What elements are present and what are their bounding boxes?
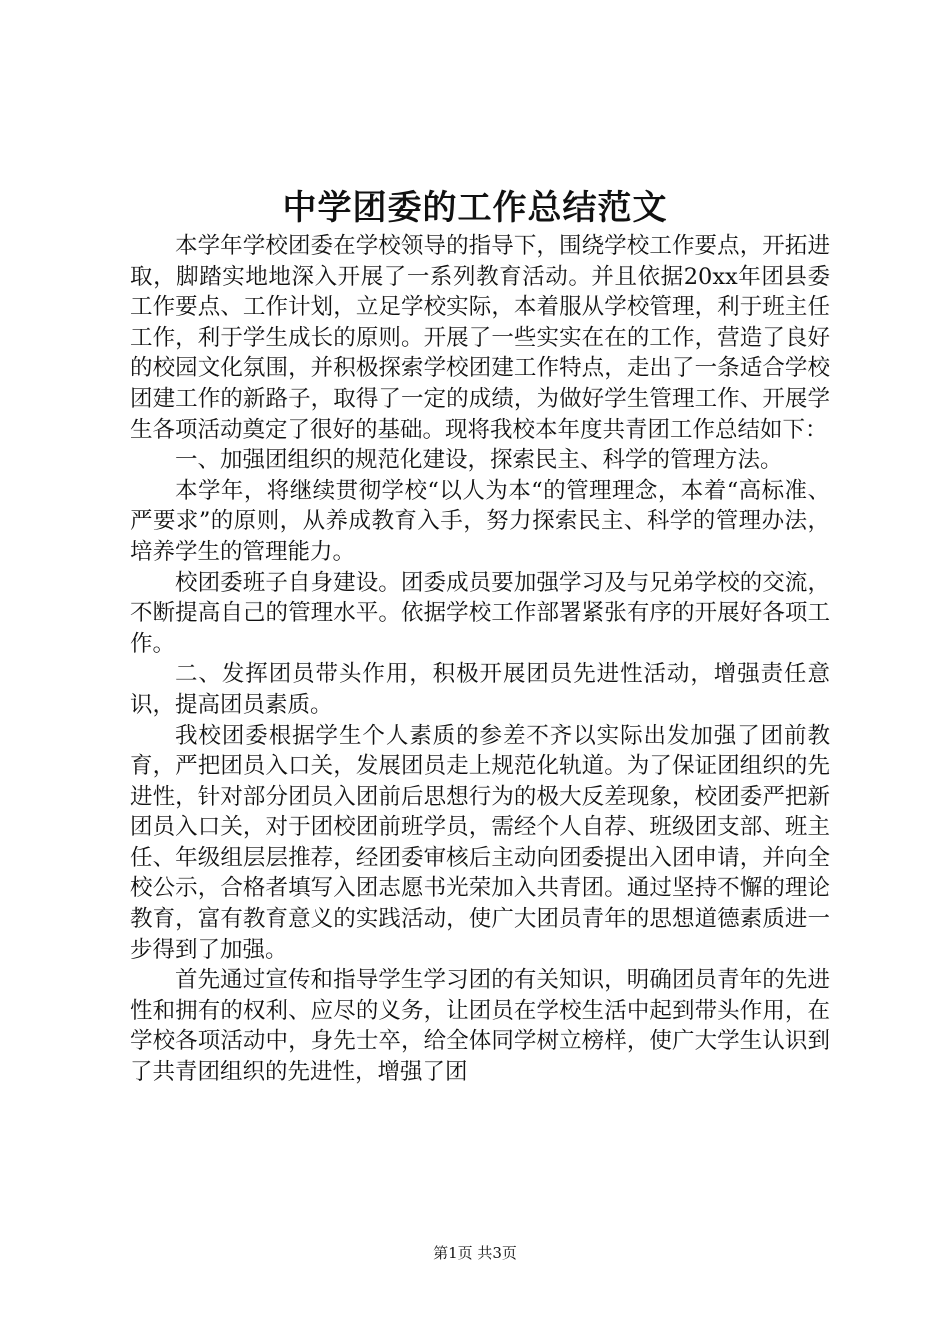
section-heading-1: 一、加强团组织的规范化建设，探索民主、科学的管理方法。 [175, 447, 783, 474]
page-number-footer: 第1页 共3页 [433, 1244, 517, 1262]
paragraph-role-model: 首先通过宣传和指导学生学习团的有关知识，明确团员青年的先进性和拥有的权利、应尽的义务，让团员在学校生活中起到带头作用，在学校各项活动中，身先士卒，给全体同学树立榜样，使广大学生认识到了共青团组织的先进性，增强了团 [130, 967, 830, 1086]
paragraph-management: 本学年，将继续贯彻学校“以人为本“的管理理念，本着“高标准、严要求”的原则，从养成教育入手，努力探索民主、科学的管理办法，培养学生的管理能力。 [130, 477, 830, 565]
section-heading-2: 二、发挥团员带头作用，积极开展团员先进性活动，增强责任意识，提高团员素质。 [130, 661, 830, 718]
document-title: 中学团委的工作总结范文 [282, 188, 668, 228]
paragraph-intro: 本学年学校团委在学校领导的指导下，围绕学校工作要点，开拓进取，脚踏实地地深入开展了一系列教育活动。并且依据20xx年团县委工作要点、工作计划，立足学校实际，本着服从学校管理，利于班主任工作，利于学生成长的原则。开展了一些实实在在的工作，营造了良好的校园文化氛围，并积极探索学校团建工作特点，走出了一条适合学校团建工作的新路子，取得了一定的成绩，为做好学生管理工作、开展学生各项活动奠定了很好的基础。现将我校本年度共青团工作总结如下： [130, 233, 830, 443]
paragraph-team-building: 校团委班子自身建设。团委成员要加强学习及与兄弟学校的交流，不断提高自己的管理水平。依据学校工作部署紧张有序的开展好各项工作。 [130, 569, 830, 657]
paragraph-membership: 我校团委根据学生个人素质的参差不齐以实际出发加强了团前教育，严把团员入口关，发展团员走上规范化轨道。为了保证团组织的先进性，针对部分团员入团前后思想行为的极大反差现象，校团委严把新团员入口关，对于团校团前班学员，需经个人自荐、班级团支部、班主任、年级组层层推荐，经团委审核后主动向团委提出入团申请，并向全校公示，合格者填写入团志愿书光荣加入共青团。通过坚持不懈的理论教育，富有教育意义的实践活动，使广大团员青年的思想道德素质进一步得到了加强。 [130, 722, 830, 963]
document-body [130, 231, 830, 1088]
